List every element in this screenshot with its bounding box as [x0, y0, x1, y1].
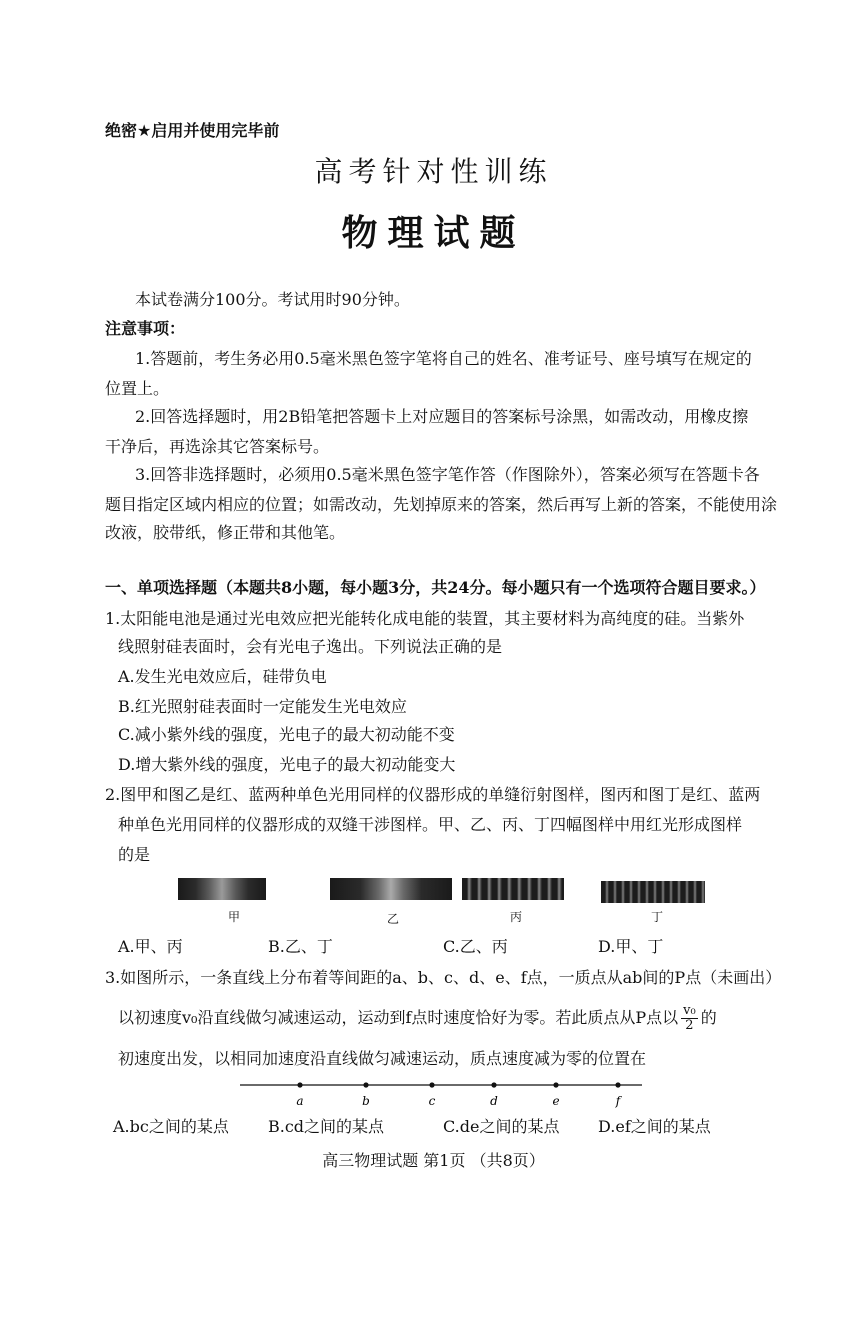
caption-yi: 乙 [387, 912, 400, 926]
fraction-numerator: v₀ [683, 1003, 696, 1018]
caption-jia: 甲 [228, 910, 241, 924]
notice-line: 干净后，再选涂其它答案标号。 [105, 437, 330, 456]
point-a [297, 1082, 302, 1087]
caption-bing: 丙 [510, 910, 523, 924]
point-f [615, 1082, 620, 1087]
exam-title: 高考针对性训练 [314, 155, 553, 188]
notice-line: 位置上。 [105, 379, 170, 398]
fraction-denominator: 2 [685, 1018, 694, 1033]
question-3-option-a: A.bc之间的某点 [113, 1117, 229, 1136]
notice-line: 2.回答选择题时，用2B铅笔把答题卡上对应题目的答案标号涂黑，如需改动，用橡皮擦 [135, 407, 749, 426]
v0-half-fraction [681, 1004, 698, 1033]
question-1-stem: 线照射硅表面时，会有光电子逸出。下列说法正确的是 [118, 637, 503, 656]
single-slit-pattern-jia [178, 878, 266, 900]
point-b [363, 1082, 368, 1087]
double-slit-pattern-ding [601, 881, 705, 903]
question-2-option-b: B.乙、丁 [268, 937, 333, 956]
notice-line: 3.回答非选择题时，必须用0.5毫米黑色签字笔作答（作图除外），答案必须写在答题卡各 [135, 465, 760, 484]
question-1-stem: 1.太阳能电池是通过光电效应把光能转化成电能的装置，其主要材料为高纯度的硅。当紫外 [105, 609, 745, 628]
question-2-stem: 种单色光用同样的仪器形成的双缝干涉图样。甲、乙、丙、丁四幅图样中用红光形成图样 [118, 815, 743, 834]
label-f: f [615, 1094, 621, 1108]
label-e: e [552, 1094, 560, 1108]
question-2-option-a: A.甲、丙 [118, 937, 183, 956]
question-3-stem: 初速度出发，以相同加速度沿直线做匀减速运动，质点速度减为零的位置在 [118, 1049, 647, 1068]
score-time-line: 本试卷满分100分。考试用时90分钟。 [135, 290, 410, 309]
notice-line: 改液，胶带纸，修正带和其他笔。 [105, 523, 346, 542]
caption-ding: 丁 [651, 910, 664, 924]
double-slit-pattern-bing [462, 878, 564, 900]
subject-title: 物理试题 [341, 212, 526, 254]
page-footer: 高三物理试题 第1页 （共8页） [322, 1151, 545, 1170]
question-1-option-d: D.增大紫外线的强度，光电子的最大初动能变大 [118, 755, 456, 774]
question-2-stem: 的是 [118, 845, 151, 864]
notice-title: 注意事项： [105, 319, 186, 338]
question-3-text: 的 [700, 1008, 717, 1027]
label-a: a [296, 1094, 304, 1108]
label-c: c [428, 1094, 436, 1108]
single-slit-pattern-yi [330, 878, 452, 900]
question-2-option-c: C.乙、丙 [443, 937, 508, 956]
point-e [553, 1082, 558, 1087]
point-c [429, 1082, 434, 1087]
question-3-text: 以初速度v₀沿直线做匀减速运动，运动到f点时速度恰好为零。若此质点从P点以 [118, 1008, 679, 1027]
question-3-stem [118, 1004, 717, 1033]
question-2-option-d: D.甲、丁 [598, 937, 664, 956]
question-1-option-a: A.发生光电效应后，硅带负电 [118, 667, 327, 686]
notice-line: 1.答题前，考生务必用0.5毫米黑色签字笔将自己的姓名、准考证号、座号填写在规定的 [135, 349, 752, 368]
question-3-option-b: B.cd之间的某点 [268, 1117, 385, 1136]
section-heading: 一、单项选择题（本题共8小题，每小题3分，共24分。每小题只有一个选项符合题目要求。） [105, 578, 766, 597]
question-1-option-c: C.减小紫外线的强度，光电子的最大初动能不变 [118, 725, 455, 744]
label-b: b [362, 1094, 370, 1108]
notice-line: 题目指定区域内相应的位置；如需改动，先划掉原来的答案，然后再写上新的答案，不能使用涂 [105, 495, 778, 514]
question-3-option-d: D.ef之间的某点 [598, 1117, 711, 1136]
point-d [491, 1082, 496, 1087]
question-1-option-b: B.红光照射硅表面时一定能发生光电效应 [118, 697, 407, 716]
question-3-stem: 3.如图所示，一条直线上分布着等间距的a、b、c、d、e、f点，一质点从ab间的P点（未画出） [105, 968, 782, 987]
confidential-label: 绝密★启用并使用完毕前 [105, 121, 280, 140]
question-3-option-c: C.de之间的某点 [443, 1117, 560, 1136]
label-d: d [490, 1094, 498, 1108]
point-line-diagram [230, 1075, 650, 1111]
question-2-stem: 2.图甲和图乙是红、蓝两种单色光用同样的仪器形成的单缝衍射图样，图丙和图丁是红、蓝两 [105, 785, 761, 804]
